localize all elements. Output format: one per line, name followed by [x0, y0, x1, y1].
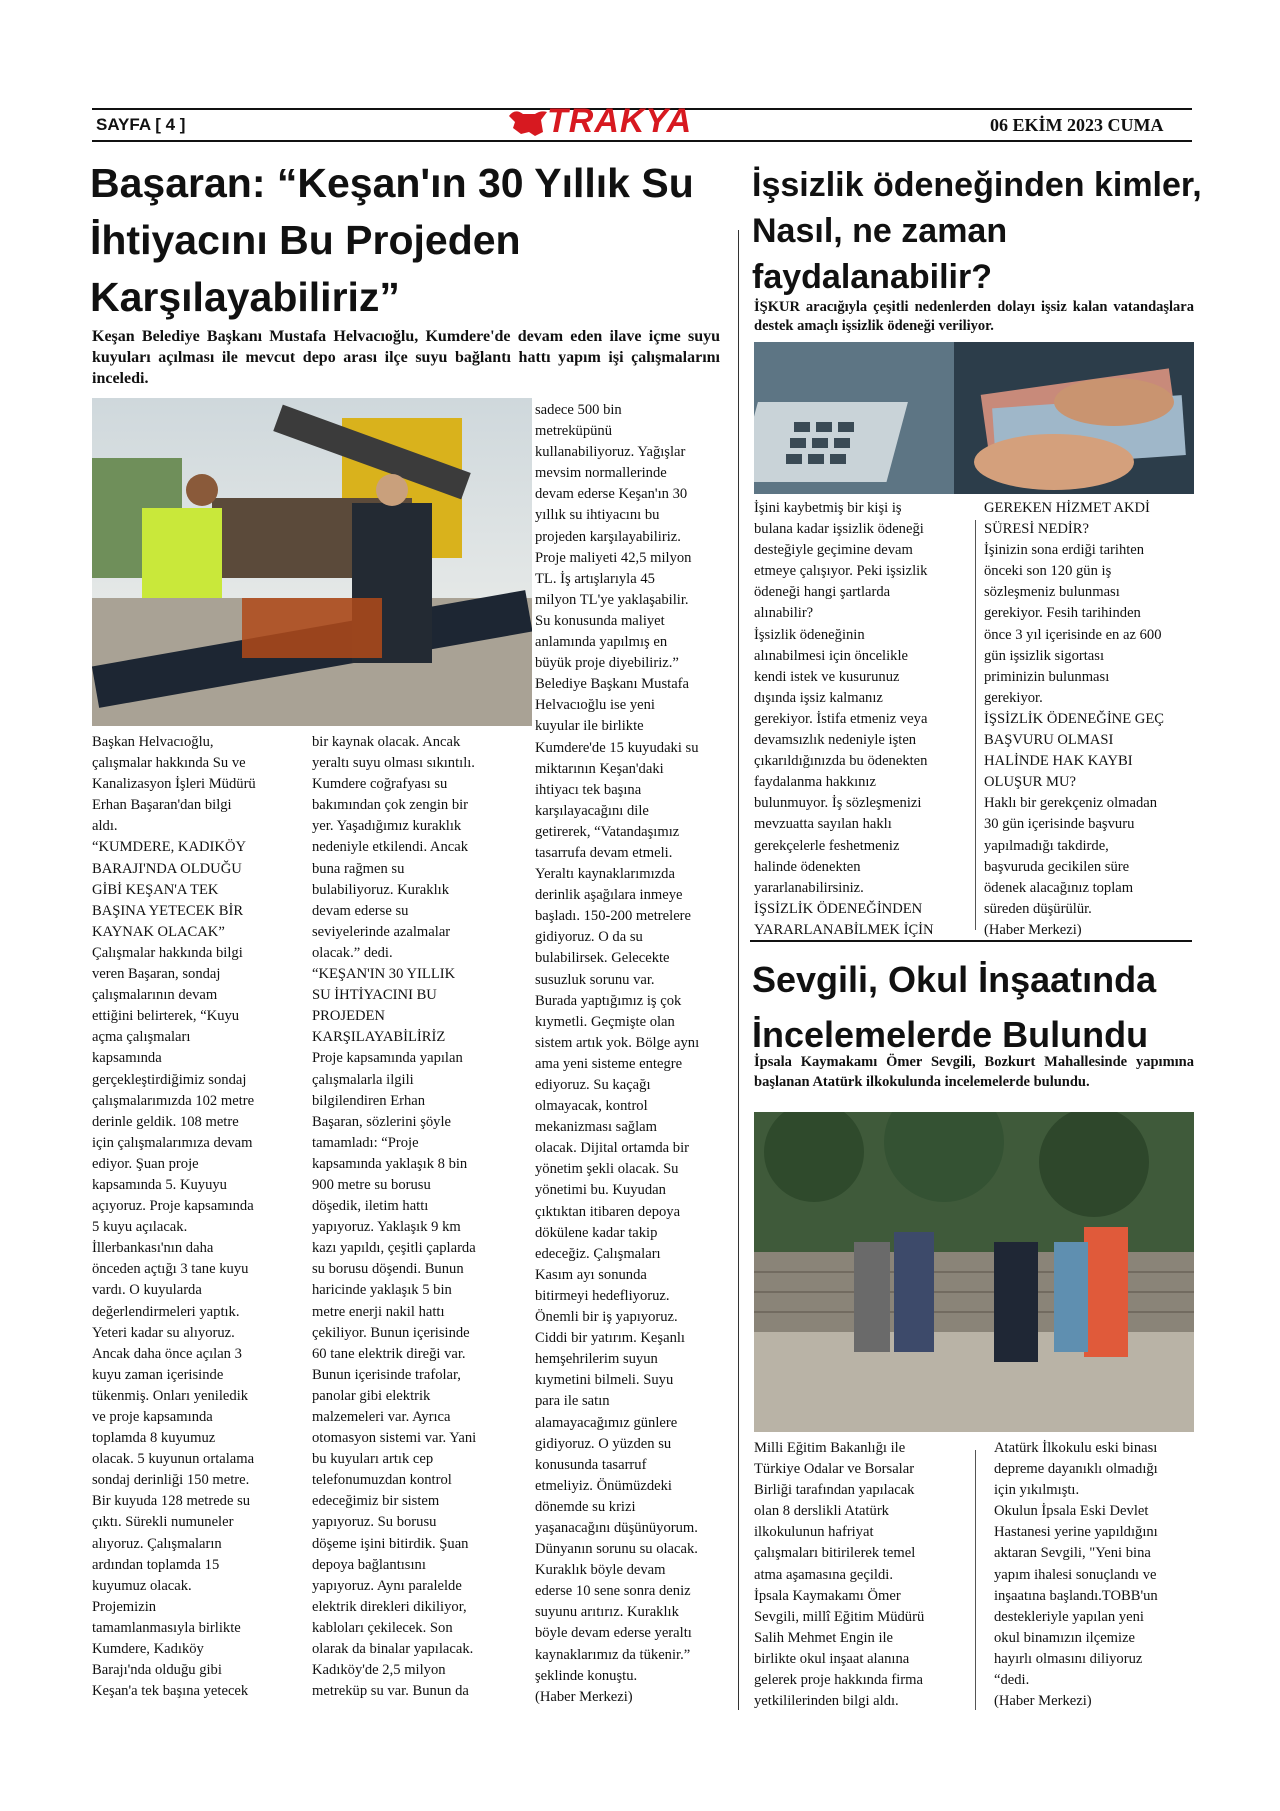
column-text-line: bulana kadar işsizlik ödeneği: [754, 521, 924, 538]
column-text-line: olarak da binalar yapılacak.: [312, 1641, 474, 1658]
column-text-line: yapıyoruz. Yaklaşık 9 km: [312, 1219, 461, 1236]
column-text-line: SÜRESİ NEDİR?: [984, 521, 1089, 538]
column-text-line: çalışmalar hakkında Su ve: [92, 755, 246, 772]
column-text-line: birlikte okul inşaat alanına: [754, 1650, 910, 1667]
column-text-line: kuyu zaman içerisinde: [92, 1366, 224, 1383]
column-text-line: alıyoruz. Çalışmaların: [92, 1535, 222, 1552]
article3-lead: İpsala Kaymakamı Ömer Sevgili, Bozkurt Mahallesinde yapımına başlanan Atatürk ilkokulunda incelemelerde bulundu.: [754, 1054, 1194, 1090]
column-text-line: Proje kapsamında yapılan: [312, 1050, 463, 1067]
column-text-line: Kadıköy'de 2,5 milyon: [312, 1662, 446, 1679]
school-site-photo: [754, 1112, 1194, 1432]
column-text-line: Atatürk İlkokulu eski binası: [994, 1440, 1158, 1456]
article1-headline: [90, 160, 750, 331]
column-text-line: Başaran, sözlerini şöyle: [312, 1113, 452, 1130]
column-text-line: İpsala Kaymakamı Ömer: [754, 1587, 901, 1604]
column-text-line: çalışmalarının devam: [92, 987, 218, 1004]
column-text-line: kıymetli. Geçmişte olan: [535, 1013, 675, 1030]
column-text-line: değerlendirmeleri yaptık.: [92, 1303, 240, 1320]
column-text-line: olan 8 derslikli Atatürk: [754, 1503, 889, 1520]
header-bottom-rule: [92, 140, 1192, 142]
column-text-line: OLUŞUR MU?: [984, 774, 1077, 791]
column-text-line: “KEŞAN'IN 30 YILLIK: [312, 966, 456, 983]
column-text-line: 30 gün içerisinde başvuru: [984, 816, 1135, 833]
article1-lead: Keşan Belediye Başkanı Mustafa Helvacıoğlu, Kumdere'de devam eden ilave içme suyu kuyuları açılması ile mevcut depo arası ilçe suyu bağlantı hattı yapım işi çalışmalarını inceledi.: [92, 328, 720, 387]
column-text-line: Dünyanın sorunu su olacak.: [535, 1541, 698, 1558]
column-text-line: su borusu döşendi. Bunun: [312, 1261, 464, 1278]
column-text-line: yetkililerinden bilgi aldı.: [754, 1693, 899, 1710]
column-text-line: 900 metre su borusu: [312, 1176, 431, 1193]
article2-headline: [752, 162, 1202, 300]
article2-headline-line: Nasıl, ne zaman: [752, 212, 1008, 250]
column-text-line: devam ederse su: [312, 902, 409, 919]
column-text-line: hayırlı olmasını diliyoruz: [994, 1650, 1143, 1667]
column-text-line: çıkarıldığınızda bu ödenekten: [754, 753, 928, 770]
column-text-line: miktarının Keşan'daki: [535, 760, 664, 777]
column-text-line: böyle devam ederse yeraltı: [535, 1625, 692, 1642]
column-text-line: PROJEDEN: [312, 1008, 385, 1025]
column-text-line: önceki son 120 gün iş: [984, 563, 1112, 580]
column-text-line: için çalışmalarımıza devam: [92, 1134, 253, 1151]
article2-column-2: [984, 498, 1199, 941]
column-text-line: devam ederse Keşan'ın 30: [535, 486, 688, 503]
column-text-line: gerçekleştirdiğimiz sondaj: [92, 1071, 247, 1088]
column-text-line: açıyoruz. Proje kapsamında: [92, 1198, 254, 1215]
column-text-line: Belediye Başkanı Mustafa: [535, 676, 690, 693]
column-text-line: İŞSİZLİK ÖDENEĞİNDEN: [754, 900, 923, 917]
article2-headline-line: faydalanabilir?: [752, 258, 992, 296]
column-text-line: ihtiyacı tek başına: [535, 781, 642, 798]
column-text-line: nedeniyle etkilendi. Ancak: [312, 839, 469, 856]
column-text-line: atma aşamasına geçildi.: [754, 1566, 893, 1583]
column-text-line: KAYNAK OLACAK”: [92, 923, 225, 940]
column-text-line: ettiğini belirterek, “Kuyu: [92, 1008, 240, 1025]
column-text-line: ödeneği hangi şartlarda: [754, 584, 891, 601]
column-text-line: SU İHTİYACINI BU: [312, 987, 437, 1004]
column-text-line: olmayacak, kontrol: [535, 1098, 648, 1115]
column-text-line: Bunun içerisinde trafolar,: [312, 1366, 461, 1383]
column-text-line: Erhan Başaran'dan bilgi: [92, 797, 232, 814]
column-text-line: Yeteri kadar su alıyoruz.: [92, 1324, 235, 1341]
column-text-line: derinle geldik. 108 metre: [92, 1113, 239, 1130]
column-text-line: kapsamında: [92, 1050, 162, 1067]
column-text-line: dökülene kadar takip: [535, 1224, 658, 1241]
issue-date: 06 EKİM 2023 CUMA: [990, 115, 1164, 135]
column-text-line: sadece 500 bin: [535, 402, 622, 418]
column-text-line: gerekiyor.: [984, 689, 1043, 706]
column-text-line: para ile satın: [535, 1393, 610, 1410]
column-text-line: çalışmalarımızda 102 metre: [92, 1092, 255, 1109]
column-text-line: BAŞVURU OLMASI: [984, 732, 1114, 749]
column-text-line: çalışmaları bitirilerek temel: [754, 1545, 916, 1562]
column-text-line: olacak.” dedi.: [312, 944, 393, 961]
column-text-line: projeden karşılayabiliriz.: [535, 528, 681, 545]
column-text-line: susuzluk sorunu var.: [535, 971, 655, 988]
column-text-line: aktaran Sevgili, "Yeni bina: [994, 1545, 1151, 1562]
column-text-line: bu kuyuları artık cep: [312, 1451, 434, 1468]
column-text-line: faydalanma hakkınız: [754, 774, 876, 791]
column-text-line: metreküp su var. Bunun da: [312, 1683, 469, 1700]
article1-column-3: [535, 400, 740, 1708]
article1-headline-line: Karşılayabiliriz”: [90, 274, 400, 320]
column-text-line: mevsim normallerinde: [535, 465, 667, 482]
column-text-line: suyunu arıtırız. Kuraklık: [535, 1604, 679, 1621]
column-text-line: kuyular ile birlikte: [535, 718, 644, 735]
column-text-line: çalışmalarla ilgili: [312, 1071, 414, 1088]
construction-photo: [92, 398, 532, 726]
column-text-line: seviyelerinde azalmalar: [312, 923, 451, 940]
column-text-line: bilgilendiren Erhan: [312, 1092, 426, 1109]
column-text-line: alamayacağımız günlere: [535, 1414, 678, 1431]
column-text-line: yapım ihalesi sonuçlandı ve: [994, 1566, 1157, 1583]
column-text-line: başladı. 150-200 metrelere: [535, 908, 692, 925]
article1-headline-line: Başaran: “Keşan'ın 30 Yıllık Su: [90, 160, 694, 206]
column-text-line: konusunda tasarruf: [535, 1456, 647, 1473]
column-text-line: kıymetini bilmeli. Suyu: [535, 1372, 674, 1389]
column-text-line: Kuraklık böyle devam: [535, 1562, 666, 1579]
article3-photo-school-construction: [754, 1112, 1194, 1432]
column-text-line: (Haber Merkezi): [994, 1693, 1092, 1710]
column-text-line: bitirmeyi hedefliyoruz.: [535, 1287, 670, 1304]
column-text-line: TL. İş artışlarıyla 45: [535, 570, 655, 587]
article3-headline: [752, 952, 1202, 1062]
column-text-line: tükenmiş. Onları yeniledik: [92, 1387, 249, 1404]
column-text-line: yer. Yaşadığımız kuraklık: [312, 818, 462, 835]
column-text-line: çıktı. Sürekli numuneler: [92, 1514, 234, 1531]
column-text-line: Haklı bir gerekçeniz olmadan: [984, 795, 1158, 812]
column-text-line: metre enerji nakil hattı: [312, 1303, 445, 1320]
logo-text: TRAKYA: [547, 102, 693, 140]
column-text-line: okul binamızın ilçemize: [994, 1629, 1136, 1646]
column-text-line: İŞSİZLİK ÖDENEĞİNE GEÇ: [984, 710, 1164, 727]
column-text-line: tamamlanmasıyla birlikte: [92, 1619, 241, 1636]
column-text-line: yapıyoruz. Aynı paralelde: [312, 1577, 462, 1594]
column-text-line: Helvacıoğlu ise yeni: [535, 697, 655, 714]
column-text-line: sondaj derinliği 150 metre.: [92, 1472, 250, 1489]
column-text-line: gidiyoruz. O da su: [535, 929, 643, 946]
column-text-line: etmeliyiz. Önümüzdeki: [535, 1477, 672, 1494]
column-text-line: alınabilir?: [754, 605, 814, 622]
column-text-line: ama yeni sisteme entegre: [535, 1055, 683, 1072]
column-text-line: gerekiyor. İstifa etmeniz veya: [754, 710, 928, 727]
column-text-line: panolar gibi elektrik: [312, 1387, 431, 1404]
column-text-line: edeceğimiz bir sistem: [312, 1493, 440, 1510]
column-text-line: kullanabiliyoruz. Yağışlar: [535, 444, 686, 461]
column-text-line: bulunmuyor. İş sözleşmenizi: [754, 795, 922, 812]
column-text-line: gün işsizlik sigortası: [984, 647, 1104, 664]
column-text-line: yararlanabilirsiniz.: [754, 879, 864, 896]
article2-column-1: [754, 498, 974, 941]
column-text-line: hemşehrilerim suyun: [535, 1351, 658, 1368]
column-text-line: şeklinde konuştu.: [535, 1667, 638, 1684]
page-number: SAYFA [ 4 ]: [96, 115, 186, 134]
column-text-line: tamamladı: “Proje: [312, 1134, 419, 1151]
column-text-line: çıktıktan itibaren depoya: [535, 1203, 681, 1220]
article3-headline-line: Sevgili, Okul İnşaatında: [752, 959, 1157, 1000]
column-text-line: Proje maliyeti 42,5 milyon: [535, 549, 692, 566]
column-text-line: tasarrufa devam etmeli.: [535, 844, 673, 861]
column-text-line: depoya bağlantısını: [312, 1556, 426, 1573]
column-text-line: gerekçelerle feshetmeniz: [754, 837, 900, 854]
column-text-line: YARARLANABİLMEK İÇİN: [754, 921, 934, 938]
column-text-line: destekleriyle yapılan yeni: [994, 1608, 1144, 1625]
article3-column-1: [754, 1438, 974, 1712]
column-text-line: olacak. Dijital ortamda bir: [535, 1140, 689, 1157]
column-text-line: Okulun İpsala Eski Devlet: [994, 1503, 1149, 1520]
article2-photo-atm-money: [754, 342, 1194, 494]
column-text-line: ödenek alacağınız toplam: [984, 879, 1134, 896]
column-text-line: süreden düşürülür.: [984, 900, 1092, 917]
column-text-line: yönetim şekli olacak. Su: [535, 1161, 679, 1178]
column-text-line: telefonumuzdan kontrol: [312, 1472, 452, 1489]
column-text-line: bulabiliyoruz. Kuraklık: [312, 881, 449, 898]
column-text-line: bakımından çok zengin bir: [312, 797, 469, 814]
column-text-line: Barajı'nda olduğu gibi: [92, 1662, 222, 1679]
article3-column-2: [994, 1438, 1199, 1712]
column-text-line: ilkokulunun hafriyat: [754, 1524, 874, 1541]
column-text-line: karşılayacağını dile: [535, 802, 649, 819]
column-text-line: “KUMDERE, KADIKÖY: [92, 839, 247, 856]
column-text-line: Hastanesi yerine yapıldığını: [994, 1524, 1158, 1541]
column-text-line: 60 tane elektrik direği var.: [312, 1345, 466, 1362]
article2-lead: İŞKUR aracığıyla çeşitli nedenlerden dolayı işsiz kalan vatandaşlara destek amaçlı işsizlik ödeneği veriliyor.: [754, 299, 1194, 334]
column-text-line: dışında işsiz kalmanız: [754, 689, 883, 706]
column-text-line: İşini kaybetmiş bir kişi iş: [754, 500, 902, 516]
column-text-line: İllerbankası'nın daha: [92, 1240, 214, 1257]
column-text-line: Kumdere coğrafyası su: [312, 776, 448, 793]
column-text-line: etmeye çalışıyor. Peki işsizlik: [754, 563, 928, 580]
column-text-line: kazı yapıldı, çeşitli çaplarda: [312, 1240, 476, 1257]
column-text-line: Çalışmalar hakkında bilgi: [92, 944, 243, 961]
column-text-line: malzemeleri var. Ayrıca: [312, 1409, 451, 1425]
newspaper-logo: [505, 104, 715, 144]
column-text-line: kapsamında 5. Kuyuyu: [92, 1176, 227, 1193]
column-text-line: mekanizması sağlam: [535, 1119, 657, 1136]
article1-column-2: [312, 732, 522, 1702]
column-text-line: Burada yaptığımız iş çok: [535, 992, 682, 1009]
column-text-line: (Haber Merkezi): [535, 1688, 633, 1705]
column-text-line: bulabilirsek. Gelecekte: [535, 950, 670, 967]
column-text-line: Türkiye Odalar ve Borsalar: [754, 1461, 915, 1478]
column-text-line: yönetimi bu. Kuyudan: [535, 1182, 666, 1199]
column-text-line: yapıyoruz. Su borusu: [312, 1514, 437, 1531]
article2-col-divider: [975, 520, 976, 930]
column-text-line: bir kaynak olacak. Ancak: [312, 734, 461, 750]
column-text-line: Önemli bir iş yapıyoruz.: [535, 1309, 678, 1326]
column-text-line: Milli Eğitim Bakanlığı ile: [754, 1440, 906, 1456]
bull-icon: [505, 106, 549, 142]
column-text-line: priminizin bulunması: [984, 668, 1110, 685]
column-text-line: çekiliyor. Bunun içerisinde: [312, 1324, 470, 1341]
column-text-line: kabloları çekilecek. Son: [312, 1619, 453, 1636]
column-text-line: “dedi.: [994, 1672, 1030, 1689]
column-text-line: kendi istek ve kusurunuz: [754, 668, 900, 685]
column-text-line: aldı.: [92, 818, 118, 835]
column-text-line: önce 3 yıl içerisinde en az 600: [984, 626, 1162, 643]
column-text-line: gelerek proje hakkında firma: [754, 1672, 923, 1689]
column-text-line: gerekiyor. Fesih tarihinden: [984, 605, 1141, 622]
atm-photo: [754, 342, 1194, 494]
column-text-line: otomasyon sistemi var. Yani: [312, 1430, 477, 1447]
column-text-line: Kasım ayı sonunda: [535, 1266, 647, 1283]
column-text-line: Kanalizasyon İşleri Müdürü: [92, 776, 256, 793]
column-text-line: devamsızlık nedeniyle işten: [754, 732, 917, 749]
column-text-line: yıllık su ihtiyacını bu: [535, 507, 660, 524]
column-text-line: ediyoruz. Su kaçağı: [535, 1077, 651, 1093]
column-text-line: 5 kuyu açılacak.: [92, 1219, 188, 1236]
article3-headline-line: İncelemelerde Bulundu: [752, 1014, 1149, 1055]
column-text-line: milyon TL'ye yaklaşabilir.: [535, 591, 689, 608]
column-text-line: ardından toplamda 15: [92, 1556, 220, 1573]
column-text-line: Sevgili, millî Eğitim Müdürü: [754, 1608, 925, 1625]
column-text-line: Kumdere'de 15 kuyudaki su: [535, 739, 699, 756]
column-text-line: döşedik, iletim hattı: [312, 1198, 429, 1215]
column-text-line: haricinde yaklaşık 5 bin: [312, 1282, 452, 1299]
article3-col-divider: [975, 1450, 976, 1710]
column-text-line: BAŞINA YETECEK BİR: [92, 902, 244, 919]
column-text-line: olacak. 5 kuyunun ortalama: [92, 1451, 255, 1468]
column-text-line: inşaatına başlandı.TOBB'un: [994, 1587, 1158, 1604]
column-text-line: metreküpünü: [535, 423, 613, 440]
column-text-line: elektrik direkleri dikiliyor,: [312, 1598, 467, 1615]
column-text-line: Bir kuyuda 128 metrede su: [92, 1493, 251, 1510]
column-text-line: başvuruda gecikilen süre: [984, 858, 1130, 875]
column-text-line: buna rağmen su: [312, 860, 405, 877]
article1-photo-pipeline-works: [92, 398, 532, 726]
column-text-line: Su konusunda maliyet: [535, 612, 665, 629]
column-text-line: GİBİ KEŞAN'A TEK: [92, 881, 219, 898]
column-text-line: için yıkılmıştı.: [994, 1482, 1080, 1499]
column-text-line: açma çalışmaları: [92, 1029, 191, 1046]
column-text-line: ve proje kapsamında: [92, 1409, 213, 1425]
column-text-line: önceden açtığı 3 tane kuyu: [92, 1261, 249, 1278]
column-text-line: derinlik aşağılara inmeye: [535, 887, 683, 904]
column-text-line: sistem artık yok. Bölge aynı: [535, 1034, 700, 1051]
column-text-line: (Haber Merkezi): [984, 921, 1082, 938]
column-text-line: yapılmadığı takdirde,: [984, 837, 1109, 854]
column-text-line: döşeme işini bitirdik. Şuan: [312, 1535, 469, 1552]
column-text-line: vardı. O kuyularda: [92, 1282, 202, 1299]
column-text-line: kaynaklarımız da tükenir.”: [535, 1646, 691, 1663]
column-text-line: getirerek, “Vatandaşımız: [535, 823, 680, 840]
column-text-line: depreme dayanıklı olmadığı: [994, 1461, 1158, 1478]
column-text-line: yaşanacağını düşünüyorum.: [535, 1519, 698, 1536]
column-text-line: GEREKEN HİZMET AKDİ: [984, 500, 1150, 516]
column-text-line: mevzuatta sayılan haklı: [754, 816, 892, 833]
column-text-line: alınabilmesi için öncelikle: [754, 647, 908, 664]
column-text-line: desteğiyle geçimine devam: [754, 542, 913, 559]
column-text-line: gidiyoruz. O yüzden su: [535, 1435, 672, 1452]
column-text-line: Başkan Helvacıoğlu,: [92, 734, 214, 750]
column-text-line: Yeraltı kaynaklarımızda: [535, 866, 675, 883]
column-text-line: veren Başaran, sondaj: [92, 966, 221, 983]
column-text-line: Birliği tarafından yapılacak: [754, 1482, 915, 1499]
column-text-line: BARAJI'NDA OLDUĞU: [92, 860, 242, 877]
column-text-line: Projemizin: [92, 1598, 157, 1615]
article1-headline-line: İhtiyacını Bu Projeden: [90, 217, 521, 263]
column-text-line: toplamda 8 kuyumuz: [92, 1430, 216, 1447]
column-text-line: ederse 10 sene sonra deniz: [535, 1583, 691, 1600]
column-text-line: kuyumuz olacak.: [92, 1577, 192, 1594]
column-text-line: Keşan'a tek başına yetecek: [92, 1683, 249, 1700]
column-text-line: ediyor. Şuan proje: [92, 1155, 199, 1172]
column-text-line: kapsamında yaklaşık 8 bin: [312, 1155, 468, 1172]
column-text-line: dönemde su krizi: [535, 1498, 636, 1515]
column-text-line: İşinizin sona erdiği tarihten: [984, 542, 1145, 559]
column-text-line: Salih Mehmet Engin ile: [754, 1629, 894, 1646]
column-text-line: halinde ödenekten: [754, 858, 861, 875]
column-text-line: büyük proje diyebiliriz.”: [535, 655, 679, 672]
column-text-line: KARŞILAYABİLİRİZ: [312, 1029, 446, 1046]
column-text-line: yeraltı suyu olması sıkıntılı.: [312, 755, 475, 772]
column-text-line: Ancak daha önce açılan 3: [92, 1345, 242, 1362]
column-text-line: edeceğiz. Çalışmaları: [535, 1245, 661, 1262]
column-text-line: Kumdere, Kadıköy: [92, 1641, 204, 1658]
column-text-line: sözleşmeniz bulunması: [984, 584, 1120, 601]
column-text-line: İşsizlik ödeneğinin: [754, 626, 865, 643]
column-text-line: HALİNDE HAK KAYBI: [984, 753, 1133, 770]
column-text-line: Ciddi bir yatırım. Keşanlı: [535, 1330, 685, 1347]
article2-headline-line: İşsizlik ödeneğinden kimler,: [752, 166, 1202, 204]
article1-column-1: [92, 732, 302, 1702]
column-text-line: anlamında yapılmış en: [535, 634, 668, 651]
